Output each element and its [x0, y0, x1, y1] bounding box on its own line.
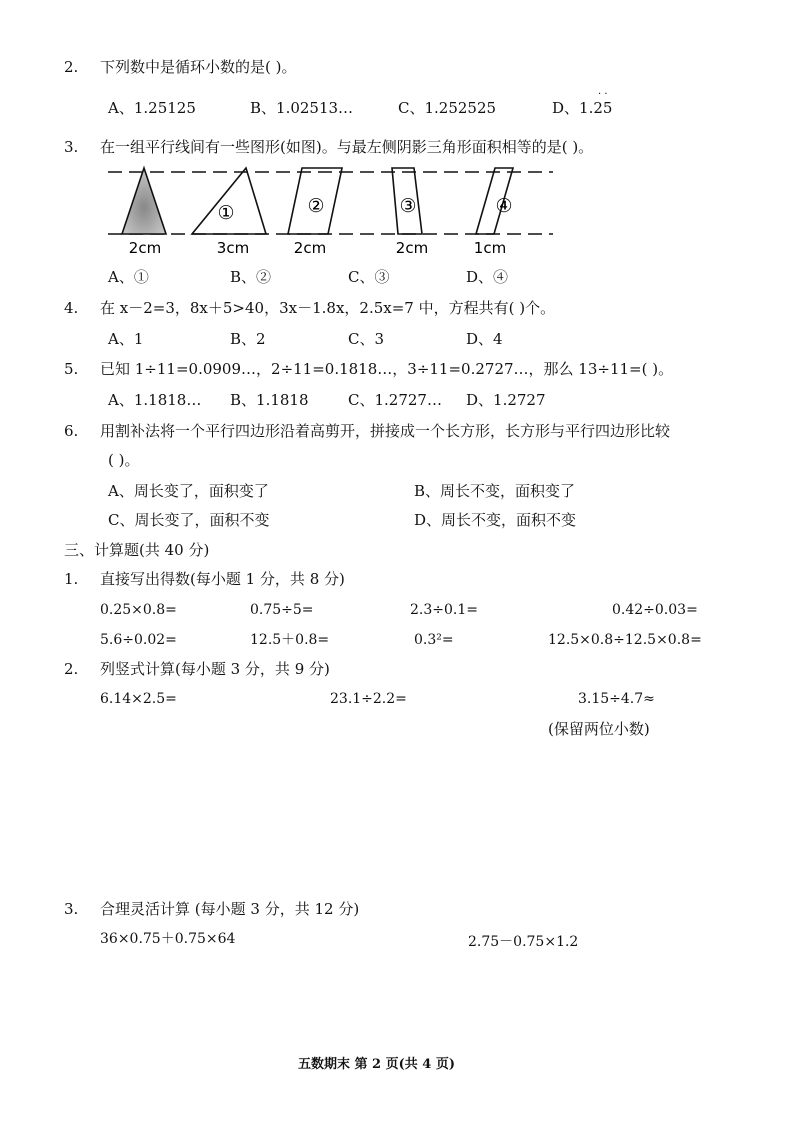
p2-item-3: 3.15÷4.7≈: [578, 691, 655, 707]
q3-base-label-3: 2cm: [395, 239, 429, 257]
q3-triangle-1: [192, 168, 266, 234]
q6-text: 用割补法将一个平行四边形沿着高剪开，拼接成一个长方形，长方形与平行四边形比较: [100, 422, 671, 440]
p2-item-2: 23.1÷2.2=: [330, 691, 407, 707]
p1-item-8: 12.5×0.8÷12.5×0.8=: [548, 632, 702, 648]
q2-option-a: A、1.25125: [108, 99, 196, 117]
q5-text: 已知 1÷11=0.0909…，2÷11=0.1818…，3÷11=0.2727…，那么 13÷11=( )。: [100, 360, 674, 378]
p1-item-3: 2.3÷0.1=: [410, 602, 478, 618]
q3-shape-label-1: ①: [217, 202, 235, 224]
p1-item-2: 0.75÷5=: [250, 602, 314, 618]
p1-item-1: 0.25×0.8=: [100, 602, 177, 618]
q3-base-label-4: 1cm: [473, 239, 507, 257]
p1-item-4: 0.42÷0.03=: [612, 602, 698, 618]
q2-option-b: B、1.02513…: [250, 99, 354, 117]
q2-text: 下列数中是循环小数的是( )。: [100, 58, 297, 76]
q3-text: 在一组平行线间有一些图形(如图)。与最左侧阴影三角形面积相等的是( )。: [100, 138, 594, 156]
q3-shape-label-2: ②: [307, 195, 325, 217]
q5-number: 5.: [64, 360, 79, 378]
q5-option-d: D、1.2727: [466, 391, 546, 409]
q3-option-c: C、③: [348, 268, 390, 286]
q5-option-b: B、1.1818: [230, 391, 309, 409]
p1-title: 直接写出得数(每小题 1 分，共 8 分): [100, 570, 345, 588]
p3-number: 3.: [64, 900, 79, 918]
p1-item-6: 12.5＋0.8=: [250, 632, 330, 648]
q6-number: 6.: [64, 422, 79, 440]
q6-option-b: B、周长不变，面积变了: [414, 482, 576, 500]
p2-item-1: 6.14×2.5=: [100, 691, 177, 707]
q4-option-a: A、1: [108, 330, 144, 348]
q3-option-b: B、②: [230, 268, 272, 286]
section3-title: 三、计算题(共 40 分): [64, 541, 210, 559]
q2-repeat-dots: · ·: [598, 89, 608, 100]
q6-option-a: A、周长变了，面积变了: [108, 482, 269, 500]
q2-option-d: D、1.25: [552, 99, 613, 117]
q4-text: 在 x－2=3，8x＋5>40，3x－1.8x，2.5x=7 中，方程共有( )个。: [100, 299, 556, 317]
q2-number: 2.: [64, 58, 79, 76]
p2-number: 2.: [64, 660, 79, 678]
q4-number: 4.: [64, 299, 79, 317]
p2-title: 列竖式计算(每小题 3 分，共 9 分): [100, 660, 330, 678]
q5-option-a: A、1.1818…: [108, 391, 202, 409]
p1-item-5: 5.6÷0.02=: [100, 632, 177, 648]
q2-option-c: C、1.252525: [398, 99, 497, 117]
q3-shaded-triangle: [122, 168, 166, 234]
p3-item-2: 2.75－0.75×1.2: [468, 934, 579, 950]
q4-option-b: B、2: [230, 330, 266, 348]
q4-option-d: D、4: [466, 330, 503, 348]
q3-base-label-0: 2cm: [128, 239, 162, 257]
q3-figure: [108, 160, 568, 260]
p1-number: 1.: [64, 570, 79, 588]
p3-item-1: 36×0.75＋0.75×64: [100, 931, 236, 947]
q4-option-c: C、3: [348, 330, 385, 348]
q3-base-label-2: 2cm: [293, 239, 327, 257]
page-footer: 五数期末 第 2 页(共 4 页): [298, 1057, 456, 1072]
q6-text-continued: ( )。: [108, 451, 140, 469]
p3-title: 合理灵活计算 (每小题 3 分，共 12 分): [100, 900, 360, 918]
q3-option-d: D、④: [466, 268, 509, 286]
p1-item-7: 0.3²=: [414, 632, 454, 648]
p2-note: (保留两位小数): [548, 720, 650, 738]
q3-number: 3.: [64, 138, 79, 156]
q3-base-label-1: 3cm: [216, 239, 250, 257]
q5-option-c: C、1.2727…: [348, 391, 442, 409]
q6-option-d: D、周长不变，面积不变: [414, 511, 577, 529]
q3-shape-label-3: ③: [399, 195, 417, 217]
q3-option-a: A、①: [108, 268, 149, 286]
q6-option-c: C、周长变了，面积不变: [108, 511, 270, 529]
q3-shape-label-4: ④: [495, 195, 513, 217]
